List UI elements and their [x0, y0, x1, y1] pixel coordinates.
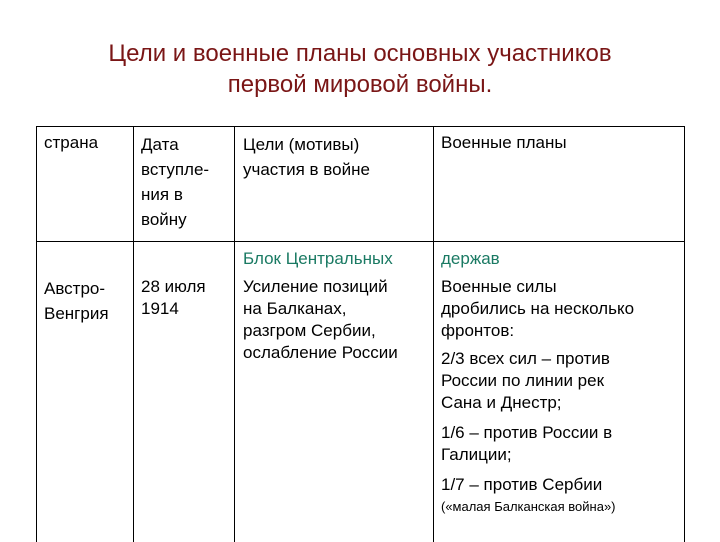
- header-date: Дата вступле- ния в войну: [141, 135, 210, 229]
- row-plans: Военные силы дробились на несколько фронтов: 2/3 всех сил – против России по линии рек Сана и Днестр; 1/6 – против России в Галиции; 1/7 – против Сербии («малая Балканская война»): [441, 277, 635, 514]
- col-divider-2: [234, 126, 235, 542]
- table-left-border: [36, 126, 37, 542]
- table-right-border: [684, 126, 685, 542]
- row-country: Австро- Венгрия: [44, 279, 109, 323]
- col-divider-1: [133, 126, 134, 542]
- bloc-label-left: Блок Центральных: [243, 249, 393, 268]
- bloc-label-right: держав: [441, 249, 500, 268]
- page-title: [0, 38, 720, 100]
- header-goals: Цели (мотивы) участия в войне: [243, 135, 370, 179]
- header-plans: Военные планы: [441, 133, 567, 152]
- col-divider-3: [433, 126, 434, 542]
- title-line-1: Цели и военные планы основных участников: [108, 40, 612, 67]
- row-date: 28 июля 1914: [141, 277, 206, 318]
- title-line-2: первой мировой войны.: [227, 71, 493, 98]
- header-country: страна: [44, 133, 99, 152]
- row-goals: Усиление позиций на Балканах, разгром Сербии, ослабление России: [243, 277, 398, 362]
